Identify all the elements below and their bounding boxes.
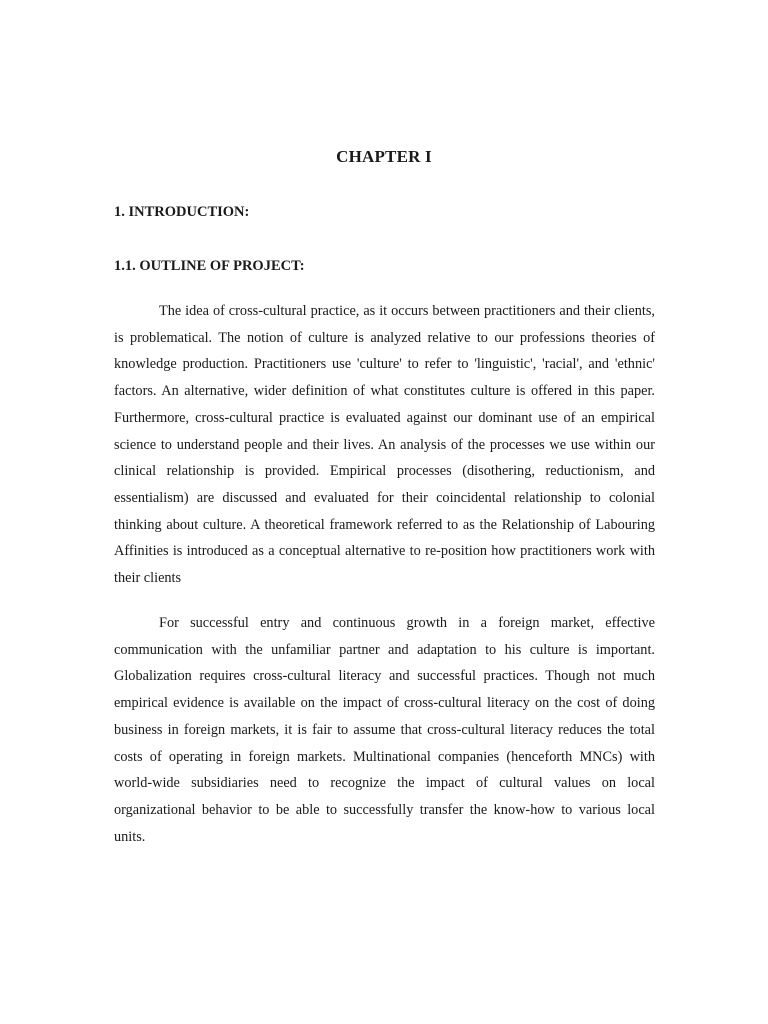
body-paragraph: The idea of cross-cultural practice, as it occurs between practitioners and their clients, is problematical. The notion of culture is analyzed relative to our professions theories of knowledge production. Practitioners use 'culture' to refer to 'linguistic', 'racial', and 'ethnic' factors. An alternative, wider definition of what constitutes culture is offered in this paper. Furthermore, cross-cultural practice is evaluated against our dominant use of an empirical science to understand people and their lives. An analysis of the processes we use within our clinical relationship is provided. Empirical processes (disothering, reductionism, and essentialism) are discussed and evaluated for their coincidental relationship to colonial thinking about culture. A theoretical framework referred to as the Relationship of Labouring Affinities is introduced as a conceptual alternative to re-position how practitioners work with their clients <box>114 303 655 587</box>
chapter-title: CHAPTER I <box>336 147 432 166</box>
section-heading: 1. INTRODUCTION: <box>114 204 250 220</box>
body-paragraph: For successful entry and continuous growth in a foreign market, effective communication with the unfamiliar partner and adaptation to his culture is important. Globalization requires cross-cultural literacy and successful practices. Though not much empirical evidence is available on the impact of cross-cultural literacy on the cost of doing business in foreign markets, it is fair to assume that cross-cultural literacy reduces the total costs of operating in foreign markets. Multinational companies (henceforth MNCs) with world-wide subsidiaries need to recognize the impact of cultural values on local organizational behavior to be able to successfully transfer the know-how to various local units. <box>114 615 655 845</box>
subsection-heading: 1.1. OUTLINE OF PROJECT: <box>114 258 305 274</box>
